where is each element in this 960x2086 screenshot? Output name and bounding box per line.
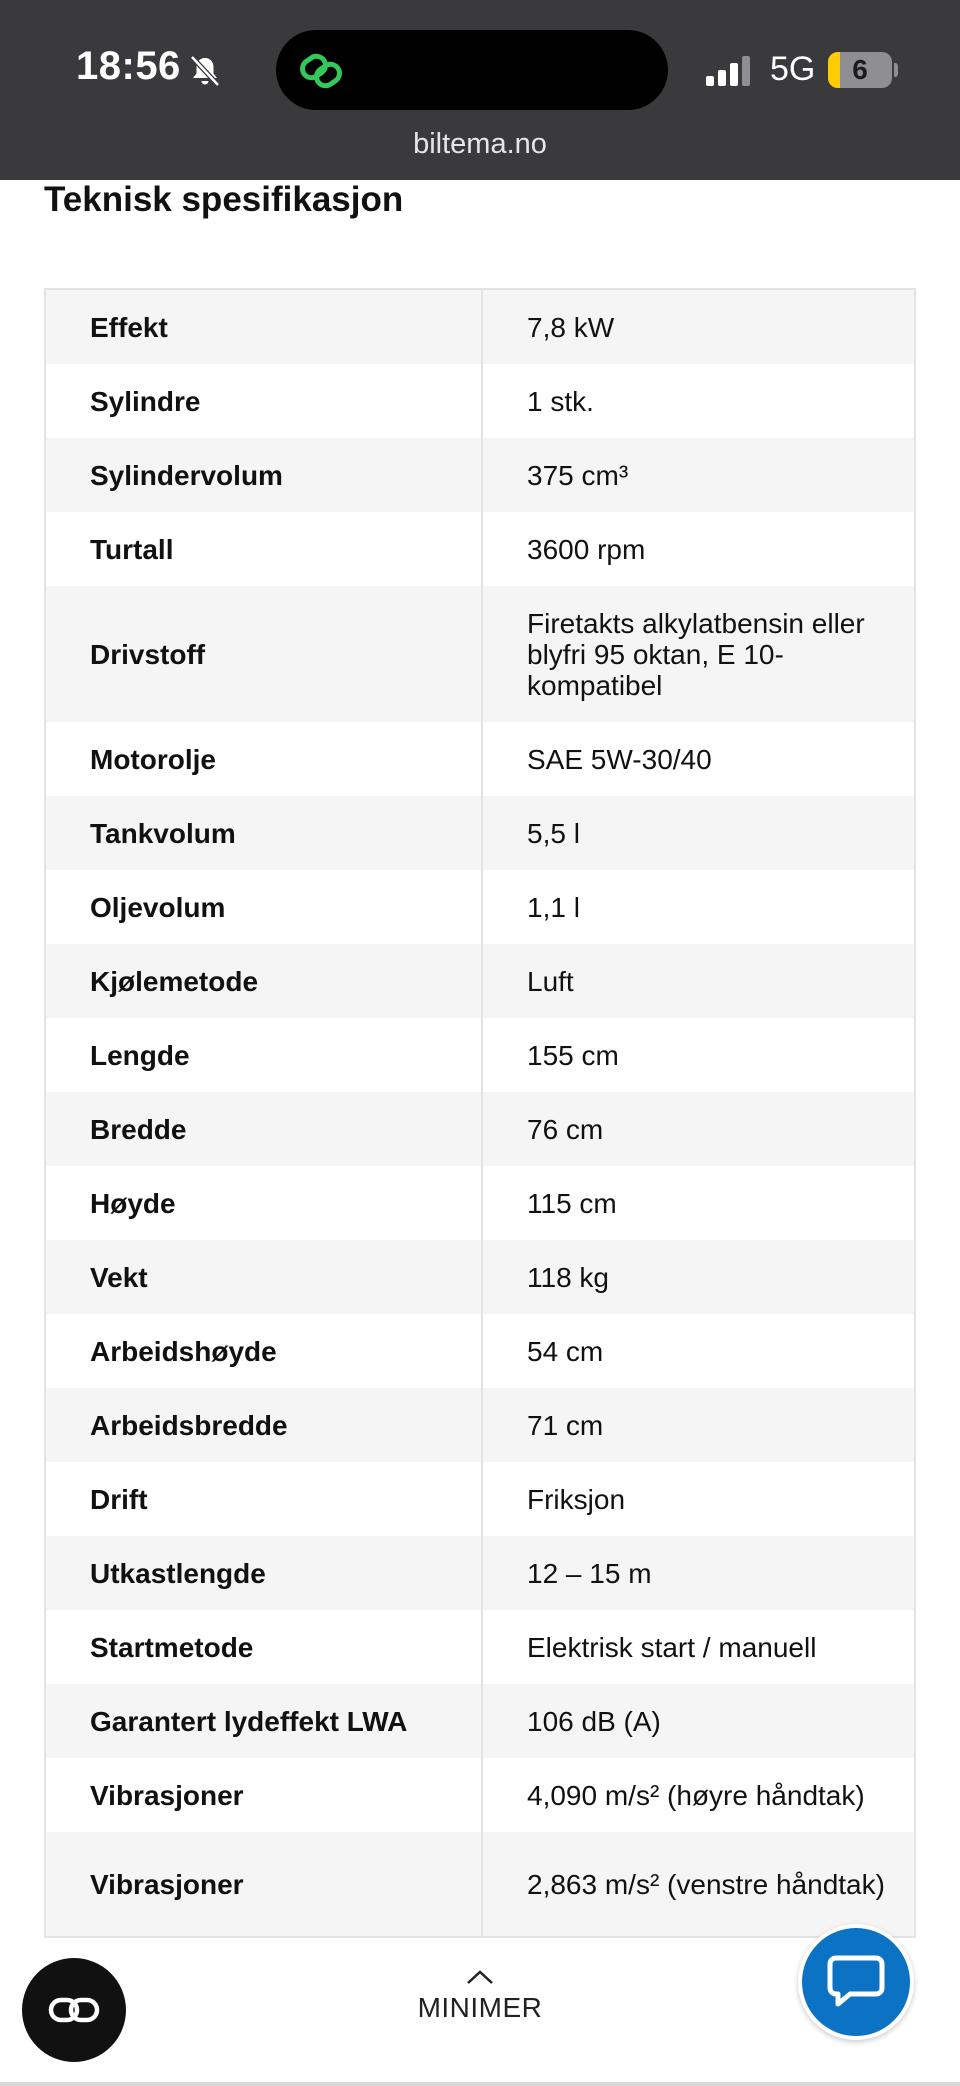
spec-label: Kjølemetode (46, 944, 483, 1018)
spec-row (46, 512, 914, 586)
spec-row (46, 438, 914, 512)
status-time: 18:56 (76, 44, 181, 88)
spec-label: Vibrasjoner (46, 1832, 483, 1936)
battery-level: 6 (852, 54, 868, 85)
chat-button[interactable] (798, 1924, 914, 2040)
spec-value: Elektrisk start / manuell (527, 1631, 817, 1663)
spec-row (46, 944, 914, 1018)
spec-value: 5,5 l (527, 817, 580, 849)
page-title: Teknisk spesifikasjon (44, 180, 404, 219)
home-indicator-bar (0, 2082, 960, 2086)
spec-value: Friksjon (527, 1483, 626, 1515)
spec-row (46, 1240, 914, 1314)
spec-value: Firetakts alkylatbensin eller blyfri 95 oktan, E 10-kompatibel (527, 607, 865, 701)
spec-value: 71 cm (527, 1409, 604, 1441)
spec-value: 118 kg (527, 1261, 609, 1293)
spec-label: Garantert lydeffekt LWA (46, 1684, 483, 1758)
spec-label: Effekt (46, 290, 483, 364)
spec-row (46, 1166, 914, 1240)
link-icon (296, 46, 346, 96)
spec-table (44, 288, 916, 1938)
spec-value: 1,1 l (527, 891, 580, 923)
spec-row (46, 1758, 914, 1832)
spec-value: 106 dB (A) (527, 1705, 661, 1737)
spec-value: SAE 5W-30/40 (527, 743, 712, 775)
address-bar-url[interactable]: biltema.no (413, 128, 547, 160)
chat-icon (826, 1952, 886, 2012)
minimize-button[interactable] (380, 1968, 580, 2024)
spec-row (46, 364, 914, 438)
spec-row (46, 722, 914, 796)
network-type: 5G (770, 50, 816, 88)
spec-label: Startmetode (46, 1610, 483, 1684)
spec-row (46, 1462, 914, 1536)
spec-row (46, 1018, 914, 1092)
spec-value: 54 cm (527, 1335, 604, 1367)
chevron-up-icon (465, 1968, 495, 1986)
spec-row (46, 796, 914, 870)
bell-slash-icon (188, 54, 222, 88)
spec-row (46, 1610, 914, 1684)
spec-row (46, 1092, 914, 1166)
spec-label: Lengde (46, 1018, 483, 1092)
spec-label: Arbeidshøyde (46, 1314, 483, 1388)
spec-value: 2,863 m/s² (venstre håndtak) (527, 1868, 885, 1900)
spec-value: 115 cm (527, 1187, 617, 1219)
spec-label: Vekt (46, 1240, 483, 1314)
spec-label: Sylindre (46, 364, 483, 438)
spec-label: Høyde (46, 1166, 483, 1240)
spec-label: Arbeidsbredde (46, 1388, 483, 1462)
spec-row (46, 290, 914, 364)
minimize-label: MINIMER (417, 1992, 543, 2023)
spec-label: Drift (46, 1462, 483, 1536)
spec-label: Tankvolum (46, 796, 483, 870)
spec-value: 3600 rpm (527, 533, 646, 565)
spec-row (46, 1536, 914, 1610)
spec-value: 12 – 15 m (527, 1557, 652, 1589)
spec-value: Luft (527, 965, 574, 997)
dynamic-island[interactable] (276, 30, 668, 110)
spec-row (46, 1832, 914, 1936)
spec-row (46, 1314, 914, 1388)
spec-value: 4,090 m/s² (høyre håndtak) (527, 1779, 865, 1811)
spec-value: 1 stk. (527, 385, 594, 417)
signal-icon (706, 56, 756, 86)
spec-value: 375 cm³ (527, 459, 629, 491)
spec-label: Sylindervolum (46, 438, 483, 512)
spec-label: Utkastlengde (46, 1536, 483, 1610)
spec-label: Motorolje (46, 722, 483, 796)
battery-cap (894, 63, 898, 77)
spec-value: 155 cm (527, 1039, 619, 1071)
spec-label: Oljevolum (46, 870, 483, 944)
spec-label: Drivstoff (46, 586, 483, 722)
battery-icon (828, 52, 892, 88)
spec-value: 7,8 kW (527, 311, 615, 343)
spec-label: Turtall (46, 512, 483, 586)
reader-mode-icon (48, 1992, 100, 2028)
spec-row (46, 586, 914, 722)
spec-label: Vibrasjoner (46, 1758, 483, 1832)
reader-mode-button[interactable] (22, 1958, 126, 2062)
spec-row (46, 1388, 914, 1462)
spec-row (46, 870, 914, 944)
status-bar (0, 0, 960, 180)
spec-label: Bredde (46, 1092, 483, 1166)
spec-value: 76 cm (527, 1113, 604, 1145)
spec-row (46, 1684, 914, 1758)
